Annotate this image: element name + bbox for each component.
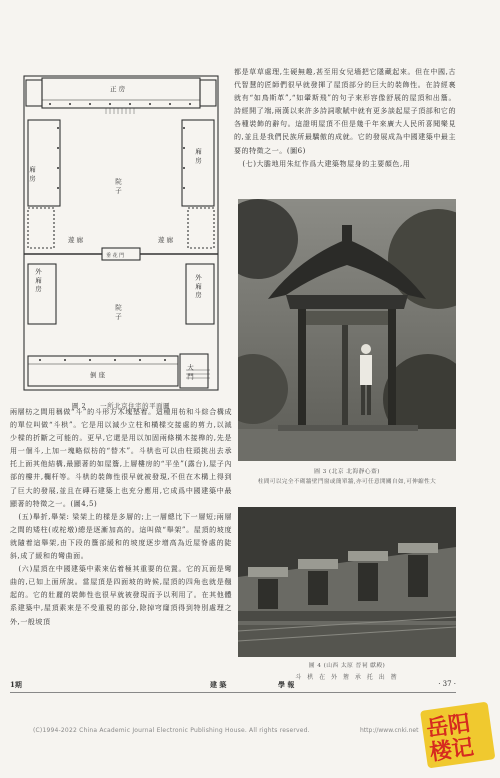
plan-label-upper-courtyard: 院 子	[114, 178, 122, 194]
paragraph-section-5: (五)舉折,舉架: 梁架上的樑是多層的;上一層總比下一層短;兩層之間的矮柱(或柁墩)總是逐漸加高的。這叫做“舉架”。屋頂的坡度就隨着這舉架,由下段的簷部緩和的坡度逐步增高為近屋脊處的陡斜,成了緩和的彎曲面。	[10, 512, 232, 561]
plan-label-gate: 垂 花 門	[106, 253, 125, 259]
plan-label-main-door: 大 門	[186, 364, 194, 380]
figure-3-caption: 圖 3 (北京 北海靜心齋)	[314, 469, 380, 475]
paragraph-roof-ornament: 都是草草處理,生硬無趣,甚至用女兒墻把它隱藏起來。但在中國,古代智慧的匠師們很早就發揮了屋頂部分的巨大的裝飾性。在詩經裏就有“如鳥斯革”,“如翬斯飛”的句子來形容像舒展的屋頂和出簷。詩經開了端,兩漢以來許多詩詞歌賦中就有更多談起屋子頂部和它的各種裝飾的辭句。這證明屋頂不但是幾千年來廣大人民所喜聞樂見的,並且是我們民族所最驕傲的成就。它的發展成為中國建築中最主要的特徵之一。(圖6)	[234, 68, 456, 155]
plan-label-outer-east: 外 廂 房	[194, 274, 202, 298]
svg-text:岳阳: 岳阳	[424, 711, 473, 743]
paragraph-section-7: (七)大膽地用朱紅作爲大建築物屋身的主要顏色,用	[242, 159, 411, 168]
figure-4-subcaption: 斗 栱 在 外 簷 承 托 出 簷	[295, 674, 399, 681]
footer-journal-name-1: 建 築	[210, 680, 227, 689]
plan-label-corridor-east: 遊 廊	[158, 236, 174, 244]
plan-label-lower-courtyard: 院 子	[114, 304, 122, 320]
plan-label-south-room: 倒 座	[90, 371, 106, 379]
figure-2-title: 一所北京住宅的平面圖	[100, 402, 171, 410]
plan-label-west-wing: 廂 房	[28, 166, 36, 182]
footer-page-number: · 37 ·	[438, 680, 456, 688]
figure-3-subcaption: 柱間可以完全不砌牆壁門窗或簡單牆,亦可任意開關自如,可伸縮性大	[257, 479, 437, 485]
figure-4-dougong-photo	[238, 507, 456, 657]
left-column-text	[10, 406, 232, 629]
plan-label-main-hall: 正 房	[110, 85, 126, 93]
page-footer	[10, 680, 456, 690]
right-column-text	[234, 66, 456, 171]
plan-label-outer-west: 外 廂 房	[34, 268, 42, 292]
footer-journal-name-2: 學 報	[278, 680, 295, 689]
footer-rule	[10, 692, 456, 693]
figure-3-pavilion-photo	[238, 199, 456, 461]
paragraph-dougong: 兩層枋之間用稱做“斗”的斗形方木塊墊着。這種用枋和斗綜合構成的單位叫做“斗栱”。它是用以減少立柱和橫樑交接處的剪力,以減少樑的折斷之可能的。更早,它還是用以加固兩條橫木接榫的,先是用一個斗,上加一塊略似枋的“替木”。斗栱也可以由柱頭挑出去承托上面其他結構,最顯著的如屋簷,上層樓房的“平坐”(露台),屋子內部的樓井,欄杆等。斗栱的裝飾性很早就被發現,不但在木構上得到了巨大的發展,並且在磚石建築上也充分應用,它成爲中國建築中最顯著的特徵之一。(圖4,5)	[10, 408, 232, 508]
figure-4-caption: 圖 4 (山西 太原 晉祠 獻殿)	[308, 663, 386, 669]
plan-label-east-wing: 廂 房	[194, 148, 202, 164]
floor-plan-figure	[10, 68, 232, 398]
svg-text:楼记: 楼记	[428, 735, 476, 766]
plan-label-corridor-west: 遊 廊	[68, 236, 84, 244]
copyright-notice: (C)1994-2022 China Academic Journal Electronic Publishing House. All rights reserved.	[33, 727, 310, 734]
footer-issue: 1期	[10, 680, 22, 689]
paragraph-section-6: (六)屋頂在中國建築中素來佔着極其重要的位置。它的瓦面是彎曲的,已如上面所說。當屋頂是四面坡的時候,屋頂的四角也就是翹起的。它的壯麗的裝飾性也很早就被發現而予以利用了。在其他體系建築中,屋頂素來是不受重視的部分,除掉穹窿頂得到特別處理之外,一般坡頂	[10, 565, 232, 626]
yueyanglou-logo-stamp	[418, 700, 498, 774]
figure-2-number: 圖 2	[71, 402, 87, 410]
source-url: http://www.cnki.net	[360, 727, 419, 734]
